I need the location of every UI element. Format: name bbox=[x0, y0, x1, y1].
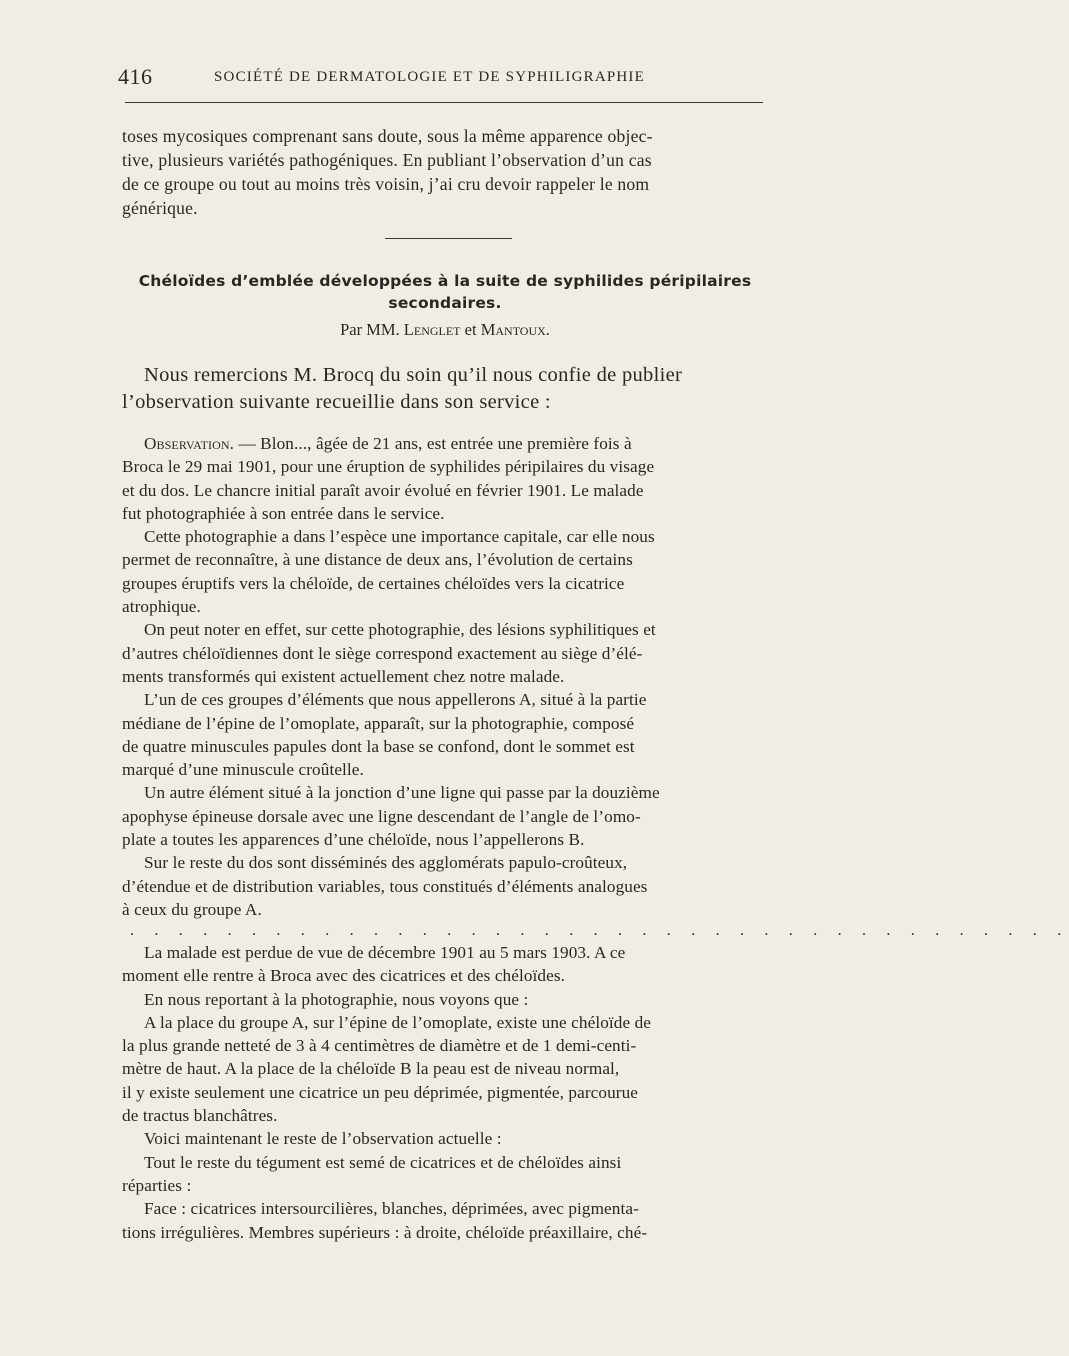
text-line: l’observation suivante recueillie dans son service : bbox=[122, 391, 551, 413]
observation-label: Observation. bbox=[144, 434, 235, 453]
text-line: Un autre élément situé à la jonction d’une ligne qui passe par la douzième bbox=[144, 783, 660, 803]
text-line: Face : cicatrices intersourcilières, blanches, déprimées, avec pigmenta- bbox=[144, 1199, 639, 1219]
text-line: d’étendue et de distribution variables, tous constitués d’éléments analogues bbox=[122, 876, 648, 896]
article-title bbox=[120, 270, 770, 314]
text-line: mètre de haut. A la place de la chéloïde B la peau est de niveau normal, bbox=[122, 1059, 620, 1079]
ellipsis-row: . . . . . . . . . . . . . . . . . . . . . . . . . . . . . . . . . . . . . . . bbox=[130, 922, 1069, 939]
article-title-line: secondaires. bbox=[388, 294, 502, 312]
text-line: marqué d’une minuscule croûtelle. bbox=[122, 760, 364, 780]
text-line: de ce groupe ou tout au moins très voisin, j’ai cru devoir rappeler le nom bbox=[122, 174, 650, 194]
observation-first-line bbox=[122, 432, 772, 455]
text-line: atrophique. bbox=[122, 597, 201, 617]
text-line: tions irrégulières. Membres supérieurs : à droite, chéloïde préaxillaire, ché- bbox=[122, 1222, 648, 1242]
running-head: SOCIÉTÉ DE DERMATOLOGIE ET DE SYPHILIGRAPHIE bbox=[214, 69, 645, 85]
text-line: et du dos. Le chancre initial paraît avoir évolué en février 1901. Le malade bbox=[122, 480, 644, 500]
author-name: Lenglet bbox=[403, 320, 461, 339]
text-line: A la place du groupe A, sur l’épine de l’omoplate, existe une chéloïde de bbox=[144, 1012, 652, 1032]
text-line: réparties : bbox=[122, 1175, 192, 1195]
article-title-line: Chéloïdes d’emblée développées à la suite de syphilides péripilaires bbox=[138, 272, 752, 290]
page-header bbox=[118, 64, 768, 90]
text-line: moment elle rentre à Broca avec des cicatrices et des chéloïdes. bbox=[122, 966, 566, 986]
section-divider bbox=[385, 238, 512, 239]
text-line: On peut noter en effet, sur cette photographie, des lésions syphilitiques et bbox=[144, 620, 656, 640]
author-name: Mantoux. bbox=[480, 320, 550, 339]
text-line: En nous reportant à la photographie, nous voyons que : bbox=[144, 989, 529, 1009]
text-line: La malade est perdue de vue de décembre 1901 au 5 mars 1903. A ce bbox=[144, 943, 626, 962]
text-line: plate a toutes les apparences d’une chéloïde, nous l’appellerons B. bbox=[122, 830, 585, 850]
text-line: de tractus blanchâtres. bbox=[122, 1106, 278, 1126]
page-number: 416 bbox=[118, 64, 153, 89]
text-line: groupes éruptifs vers la chéloïde, de certaines chéloïdes vers la cicatrice bbox=[122, 573, 625, 593]
header-rule bbox=[125, 102, 763, 103]
text-line: Cette photographie a dans l’espèce une importance capitale, car elle nous bbox=[144, 527, 655, 547]
intro-paragraph bbox=[122, 124, 772, 220]
followup-body bbox=[122, 941, 772, 1244]
text-line: ments transformés qui existent actuellement chez notre malade. bbox=[122, 666, 565, 686]
text-line: Nous remercions M. Brocq du soin qu’il nous confie de publier bbox=[144, 364, 683, 386]
text-line: d’autres chéloïdiennes dont le siège correspond exactement au siège d’élé- bbox=[122, 643, 643, 663]
text-line: L’un de ces groupes d’éléments que nous appellerons A, situé à la partie bbox=[144, 690, 647, 710]
text-line: de quatre minuscules papules dont la base se confond, dont le sommet est bbox=[122, 736, 635, 756]
text-line: permet de reconnaître, à une distance de deux ans, l’évolution de certains bbox=[122, 550, 633, 570]
text-line: fut photographiée à son entrée dans le service. bbox=[122, 503, 445, 523]
observation-first-line-text: — Blon..., âgée de 21 ans, est entrée une première fois à bbox=[234, 434, 632, 453]
text-line: la plus grande netteté de 3 à 4 centimètres de diamètre et de 1 demi-centi- bbox=[122, 1036, 637, 1056]
text-line: il y existe seulement une cicatrice un peu déprimée, pigmentée, parcourue bbox=[122, 1082, 639, 1102]
text-line: à ceux du groupe A. bbox=[122, 899, 262, 919]
authors-conjunction: et bbox=[464, 320, 477, 339]
text-line: Voici maintenant le reste de l’observation actuelle : bbox=[144, 1129, 502, 1149]
observation-body bbox=[122, 432, 772, 921]
text-line: générique. bbox=[122, 198, 198, 218]
authors-prefix: Par MM. bbox=[340, 320, 400, 339]
lead-paragraph bbox=[122, 362, 772, 416]
text-line: toses mycosiques comprenant sans doute, sous la même apparence objec- bbox=[122, 126, 653, 146]
text-line: Broca le 29 mai 1901, pour une éruption de syphilides péripilaires du visage bbox=[122, 457, 655, 477]
text-line: tive, plusieurs variétés pathogéniques. En publiant l’observation d’un cas bbox=[122, 150, 652, 170]
text-line: apophyse épineuse dorsale avec une ligne descendant de l’angle de l’omo- bbox=[122, 806, 641, 826]
text-line: Tout le reste du tégument est semé de cicatrices et de chéloïdes ainsi bbox=[144, 1152, 622, 1172]
text-line: Sur le reste du dos sont disséminés des agglomérats papulo-croûteux, bbox=[144, 853, 628, 873]
text-line: médiane de l’épine de l’omoplate, apparaît, sur la photographie, composé bbox=[122, 713, 635, 733]
article-authors bbox=[120, 320, 770, 340]
